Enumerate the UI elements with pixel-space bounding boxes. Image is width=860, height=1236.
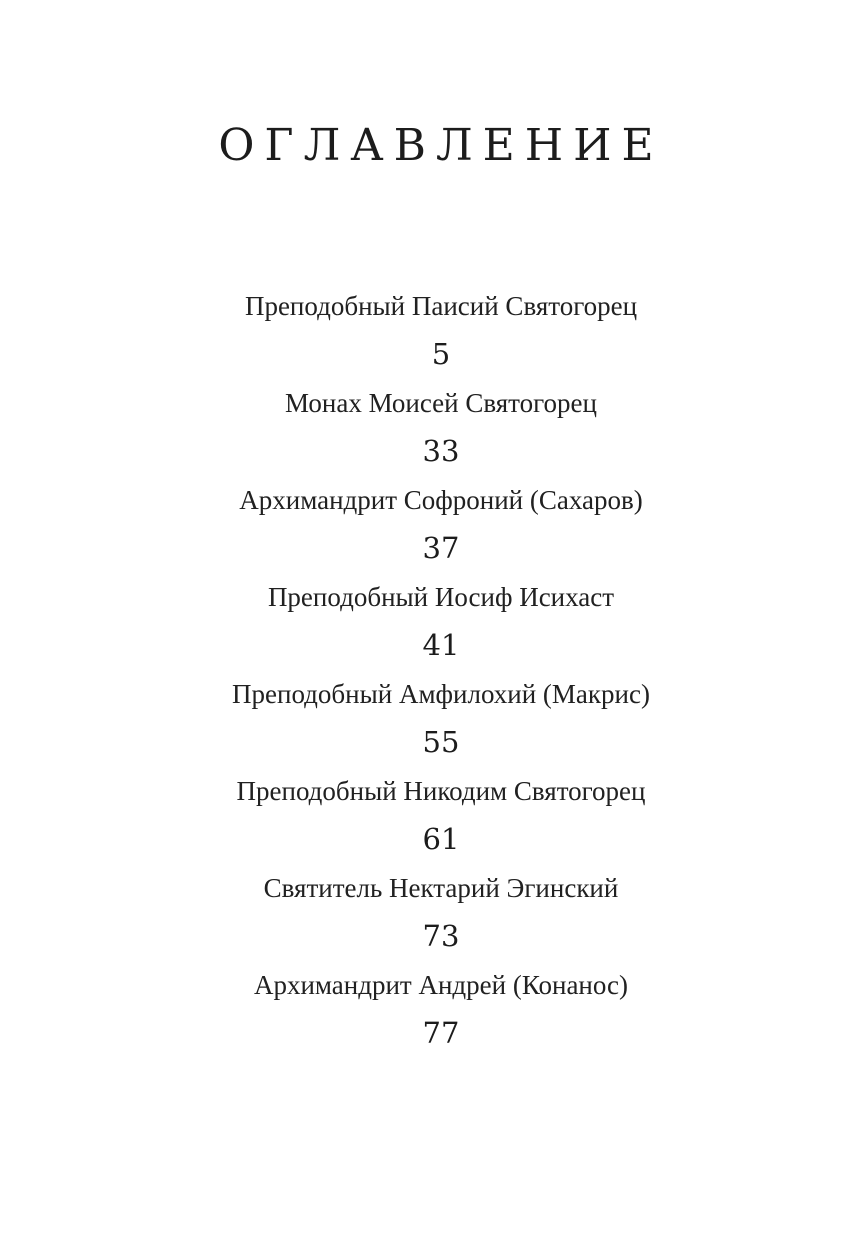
toc-entry-page-number: 61	[422, 822, 460, 856]
toc-entry	[22, 864, 860, 961]
toc-entry	[22, 282, 860, 379]
toc-list	[22, 282, 860, 1058]
toc-entry	[22, 476, 860, 573]
toc-heading: ОГЛАВЛЕНИЕ	[218, 120, 664, 171]
toc-entry-page-number: 33	[422, 434, 460, 468]
toc-entry-title: Архимандрит Софроний (Сахаров)	[239, 485, 643, 515]
toc-entry	[22, 573, 860, 670]
toc-entry-title: Преподобный Паисий Святогорец	[244, 291, 638, 321]
toc-entry-title: Преподобный Никодим Святогорец	[236, 776, 646, 806]
toc-entry-page-number: 77	[422, 1016, 460, 1050]
toc-entry-page-number: 41	[422, 628, 460, 662]
toc-entry-title: Преподобный Иосиф Исихаст	[267, 582, 615, 612]
toc-entry-title: Преподобный Амфилохий (Макрис)	[232, 679, 650, 709]
toc-entry	[22, 961, 860, 1058]
toc-entry-page-number: 73	[422, 919, 460, 953]
toc-entry	[22, 379, 860, 476]
toc-entry-page-number: 5	[431, 337, 451, 371]
toc-entry	[22, 767, 860, 864]
toc-entry-page-number: 37	[422, 531, 460, 565]
toc-entry-page-number: 55	[422, 725, 460, 759]
toc-entry-title: Монах Моисей Святогорец	[285, 388, 597, 418]
toc-entry-title: Святитель Нектарий Эгинский	[263, 873, 619, 903]
toc-entry-title: Архимандрит Андрей (Конанос)	[253, 970, 629, 1000]
toc-entry	[22, 670, 860, 767]
